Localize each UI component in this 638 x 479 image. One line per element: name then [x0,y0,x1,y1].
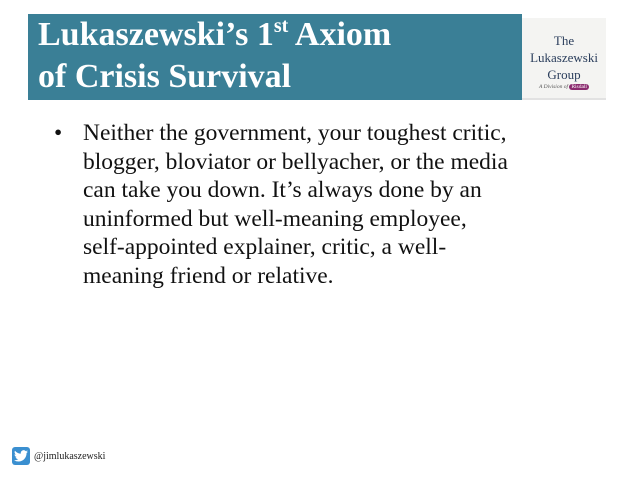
slide-title [38,14,508,98]
company-logo [522,18,606,100]
bullet-line: self-appointed explainer, critic, a well- [83,234,447,261]
title-line-2: of Crisis Survival [38,58,292,95]
bullet-text [83,119,614,291]
bullet-line: can take you down. It’s always done by an [83,177,482,204]
title-line-1: Lukaszewski’s 1st Axiom [38,15,392,53]
bullet-line: Neither the government, your toughest critic, [83,120,507,146]
bullet-item [54,119,614,291]
bullet-line: uninformed but well-meaning employee, [83,205,467,232]
bullet-line: blogger, bloviator or bellyacher, or the media [83,148,508,175]
twitter-handle[interactable]: @jimlukaszewski [34,450,106,462]
logo-name: The Lukaszewski Group [530,33,598,82]
logo-badge: Risdall [571,84,587,90]
title-superscript: st [273,15,289,37]
bullet-line: meaning friend or relative. [83,262,334,289]
twitter-icon[interactable] [12,447,30,465]
footer [12,446,105,466]
twitter-bird-icon [14,450,28,462]
bullet-marker: • [54,120,63,146]
logo-tagline: A Division of Risdall [539,84,587,90]
